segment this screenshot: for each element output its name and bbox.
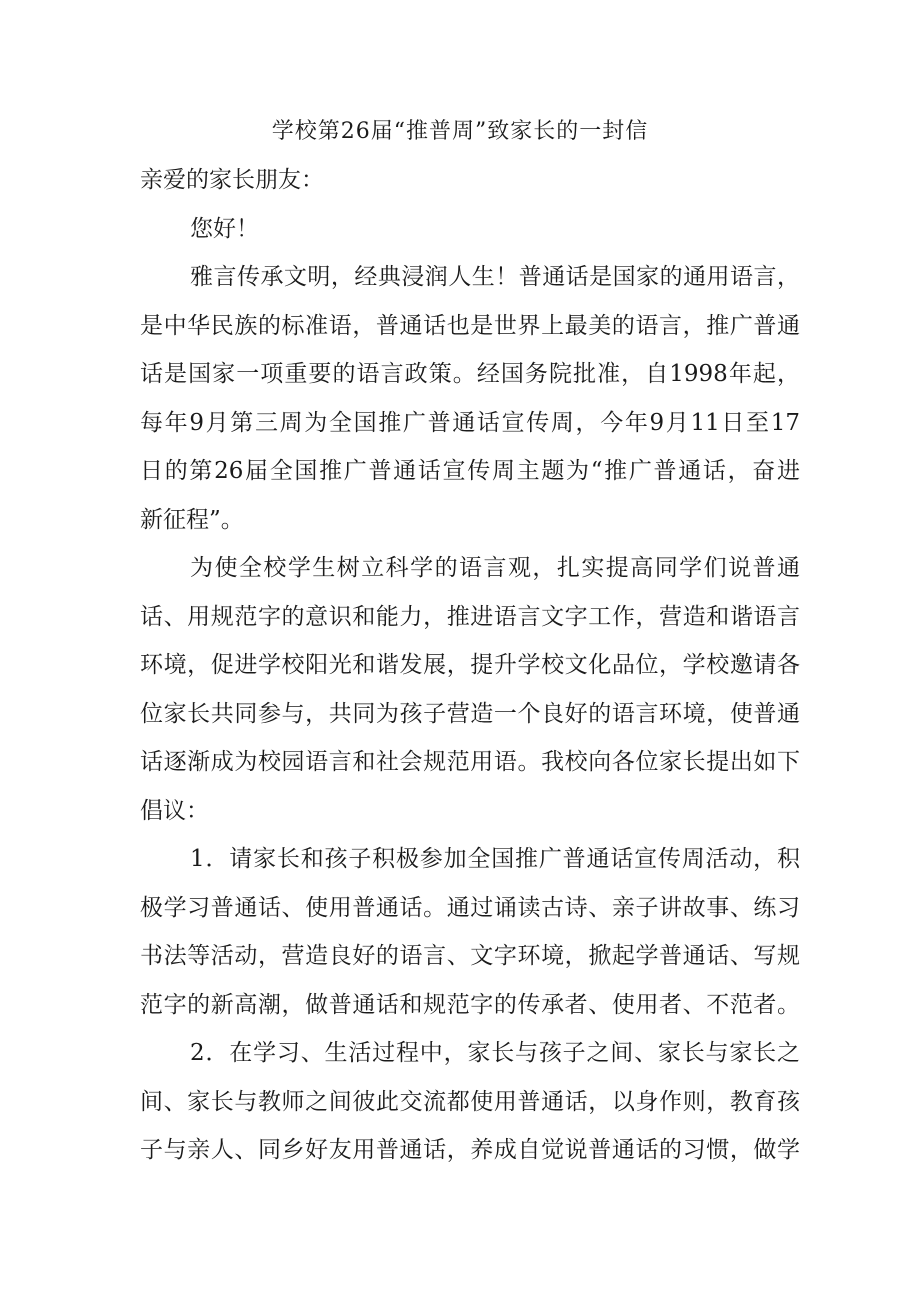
paragraph-proposal-1 <box>140 835 800 1029</box>
paragraph-line: 新征程”。 <box>140 506 244 533</box>
document-title: 学校第26届“推普周”致家长的一封信 <box>271 119 649 144</box>
paragraph-line: 位家长共同参与，共同为孩子营造一个良好的语言环境，使普通 <box>140 700 800 727</box>
paragraph-line: 环境，促进学校阳光和谐发展，提升学校文化品位，学校邀请各 <box>140 652 800 678</box>
paragraph-line: 为使全校学生树立科学的语言观，扎实提高同学们说普通 <box>190 555 800 581</box>
paragraph-line: 2．在学习、生活过程中，家长与孩子之间、家长与家长之 <box>190 1040 800 1066</box>
paragraph-line: 倡议： <box>140 797 209 824</box>
paragraph-line: 每年9月第三周为全国推广普通话宣传周，今年9月11日至17 <box>140 409 800 436</box>
paragraph-line: 子与亲人、同乡好友用普通话，养成自觉说普通话的习惯，做学 <box>140 1137 800 1163</box>
letter-body <box>140 156 800 1175</box>
greeting: 您好！ <box>190 215 259 242</box>
paragraph-line: 极学习普通话、使用普通话。通过诵读古诗、亲子讲故事、练习 <box>140 894 800 921</box>
paragraph-intro <box>140 253 800 544</box>
paragraph-proposal-2 <box>140 1029 800 1175</box>
paragraph-line: 是中华民族的标准语，普通话也是世界上最美的语言，推广普通 <box>140 312 800 339</box>
paragraph-line: 话、用规范字的意识和能力，推进语言文字工作，营造和谐语言 <box>140 603 800 630</box>
paragraph-line: 1．请家长和孩子积极参加全国推广普通话宣传周活动，积 <box>190 846 800 872</box>
paragraph-line: 话是国家一项重要的语言政策。经国务院批准，自1998年起， <box>140 361 800 387</box>
paragraph-line: 书法等活动，营造良好的语言、文字环境，掀起学普通话、写规 <box>140 943 800 969</box>
paragraph-line: 雅言传承文明，经典浸润人生！普通话是国家的通用语言， <box>190 264 800 290</box>
paragraph-line: 范字的新高潮，做普通话和规范字的传承者、使用者、不范者。 <box>140 991 800 1018</box>
paragraph-line: 间、家长与教师之间彼此交流都使用普通话，以身作则，教育孩 <box>140 1088 800 1115</box>
paragraph-line: 日的第26届全国推广普通话宣传周主题为“推广普通话，奋进 <box>140 458 800 484</box>
salutation: 亲爱的家长朋友： <box>140 167 324 193</box>
paragraph-line: 话逐渐成为校园语言和社会规范用语。我校向各位家长提出如下 <box>140 749 800 775</box>
paragraph-purpose <box>140 544 800 835</box>
